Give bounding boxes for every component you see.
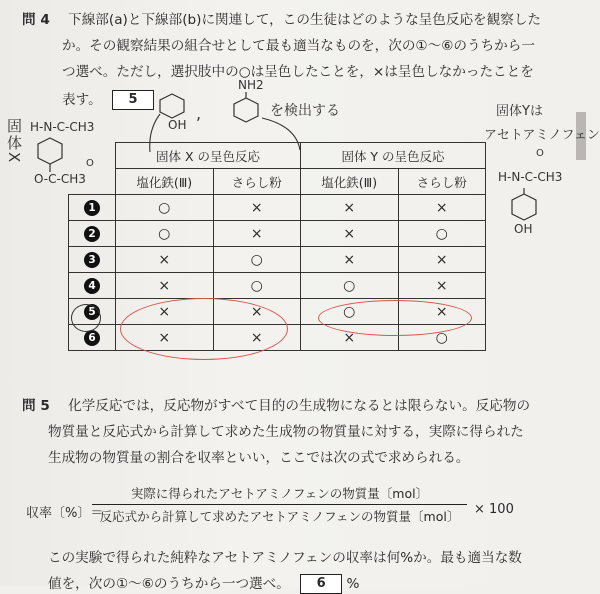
q4-line-1: 問 4 下線部(a)と下線部(b)に関連して，この生徒はどのような呈色反応を観察した <box>22 12 542 28</box>
table-cell: × <box>213 299 300 325</box>
yield-formula-fraction <box>92 484 467 525</box>
solid-x-note: 固体X <box>5 118 23 165</box>
red-circle-x-cells <box>120 298 288 360</box>
formula-times-100: × 100 <box>474 502 514 517</box>
q5-line-1: 問 5 化学反応では，反応物がすべて目的の生成物になるとは限らない。反応物の <box>22 398 531 414</box>
table-row[interactable] <box>69 273 486 299</box>
table-cell: × <box>398 299 486 325</box>
table-row[interactable] <box>69 195 486 221</box>
y-structure-oh: OH <box>514 222 533 236</box>
table-cell: × <box>300 325 398 351</box>
q4-label: 問 4 <box>22 12 50 28</box>
table-cell: × <box>300 247 398 273</box>
aniline-nh2: NH2 <box>238 78 264 92</box>
detect-note: を検出する <box>270 103 340 119</box>
table-cell: ○ <box>398 221 486 247</box>
table-cell: × <box>116 247 214 273</box>
table-cell: ○ <box>116 221 214 247</box>
table-cell: × <box>116 273 214 299</box>
q4-line-3: つ選べ。ただし，選択肢中の○は呈色したことを，×は呈色しなかったことを <box>62 64 534 80</box>
table-cell: × <box>213 195 300 221</box>
table-cell: × <box>398 195 486 221</box>
table-cell: ○ <box>213 247 300 273</box>
header-solid-x: 固体 X の呈色反応 <box>116 143 301 169</box>
phenol-oh: OH <box>168 118 187 132</box>
table-cell: × <box>213 221 300 247</box>
x-structure-bottom: O-C-CH3 <box>34 172 86 186</box>
q5-answer-unit: % <box>346 576 360 592</box>
option-number: 1 <box>84 200 100 216</box>
solid-y-note-2: アセトアミノフェン <box>484 128 600 143</box>
subheader-y-fecl3: 塩化鉄(Ⅲ) <box>300 169 398 195</box>
subheader-y-bleach: さらし粉 <box>398 169 486 195</box>
yield-formula-lhs: 収率〔%〕＝ <box>26 506 104 521</box>
phenol-ring <box>160 94 184 118</box>
table-row[interactable] <box>69 221 486 247</box>
comma-mark: , <box>196 104 202 123</box>
q5-answer-box[interactable]: 6 <box>300 574 342 594</box>
option-number: 2 <box>84 226 100 242</box>
formula-denominator: 反応式から計算して求めたアセトアミノフェンの物質量〔mol〕 <box>99 509 460 524</box>
q4-answer-box[interactable]: 5 <box>112 90 154 110</box>
table-cell: × <box>213 325 300 351</box>
x-structure-top: H-N-C-CH3 <box>30 120 95 134</box>
subheader-x-fecl3: 塩化鉄(Ⅲ) <box>116 169 214 195</box>
y-benzene-ring <box>512 194 536 220</box>
table-cell: × <box>398 247 486 273</box>
table-cell: × <box>116 299 214 325</box>
pen-circle-option-5 <box>71 304 101 332</box>
option-number: 5 <box>84 304 100 320</box>
table-cell: ○ <box>300 273 398 299</box>
y-structure-amide: H-N-C-CH3 <box>498 170 563 184</box>
q4-line-2: か。その観察結果の組合せとして最も適当なものを，次の①～⑥のうちから一 <box>62 38 535 54</box>
x-benzene-ring <box>38 138 62 164</box>
table-cell: × <box>300 221 398 247</box>
q4-line-4: 表す。 5 <box>62 90 154 110</box>
option-number: 4 <box>84 278 100 294</box>
table-cell: ○ <box>116 195 214 221</box>
table-cell: ○ <box>398 325 486 351</box>
table-row[interactable] <box>69 247 486 273</box>
x-structure-carbonyl-o: O <box>86 158 94 169</box>
option-number: 3 <box>84 252 100 268</box>
table-corner <box>69 143 116 195</box>
q5-line-2: 物質量と反応式から計算して求めた生成物の物質量に対する，実際に得られた <box>48 424 524 440</box>
table-cell: ○ <box>213 273 300 299</box>
red-circle-y-cells <box>318 300 472 336</box>
solid-y-note-1: 固体Yは <box>496 104 543 119</box>
q5-label: 問 5 <box>22 398 50 414</box>
q5-tail-1: この実験で得られた純粋なアセトアミノフェンの収率は何%か。最も適当な数 <box>48 550 522 566</box>
y-structure-o: O <box>536 148 544 159</box>
aniline-ring <box>234 98 258 122</box>
subheader-x-bleach: さらし粉 <box>213 169 300 195</box>
header-solid-y: 固体 Y の呈色反応 <box>300 143 485 169</box>
q5-tail-2: 値を，次の①～⑥のうちから一つ選べ。 6 % <box>48 576 360 592</box>
formula-numerator: 実際に得られたアセトアミノフェンの物質量〔mol〕 <box>92 484 467 505</box>
table-cell: × <box>116 325 214 351</box>
table-cell: ○ <box>300 299 398 325</box>
option-number: 6 <box>84 330 100 346</box>
table-cell: × <box>300 195 398 221</box>
q5-line-3: 生成物の物質量の割合を収率といい，ここでは次の式で求められる。 <box>48 450 470 466</box>
table-cell: × <box>398 273 486 299</box>
